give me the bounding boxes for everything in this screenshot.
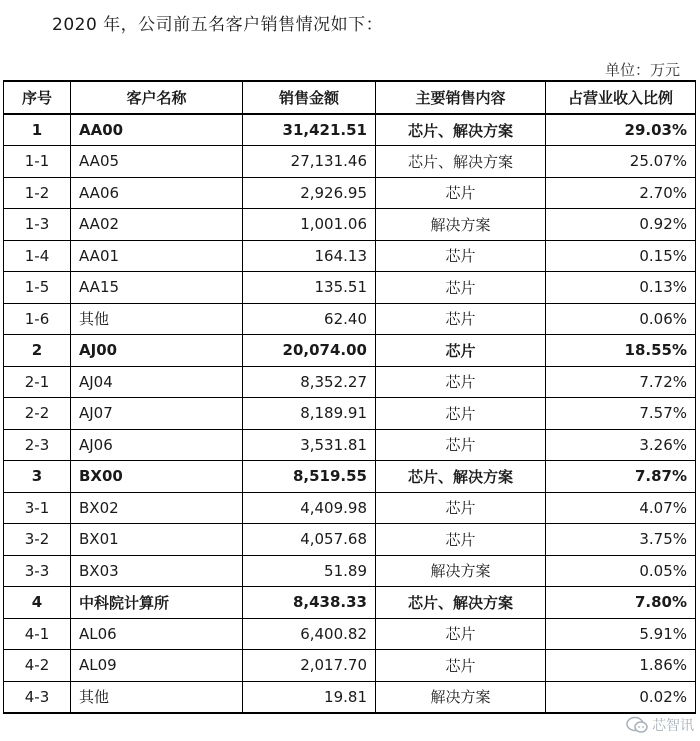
table-header-row [4, 81, 696, 114]
cell-revenue-ratio: 7.80% [546, 587, 696, 619]
cell-sales-content: 芯片、解决方案 [376, 587, 546, 619]
cell-revenue-ratio: 1.86% [546, 650, 696, 682]
table-body [4, 114, 696, 713]
cell-customer-name: AA06 [71, 177, 243, 209]
cell-sales-amount: 8,352.27 [243, 366, 376, 398]
cell-sales-content: 芯片 [376, 335, 546, 367]
cell-sales-amount: 31,421.51 [243, 114, 376, 146]
table-row [4, 177, 696, 209]
cell-no: 1-1 [4, 146, 71, 178]
cell-customer-name: AL06 [71, 618, 243, 650]
cell-sales-content: 芯片、解决方案 [376, 461, 546, 493]
cell-sales-amount: 1,001.06 [243, 209, 376, 241]
cell-sales-amount: 2,017.70 [243, 650, 376, 682]
cell-no: 3-1 [4, 492, 71, 524]
cell-sales-content: 解决方案 [376, 555, 546, 587]
cell-no: 1-4 [4, 240, 71, 272]
cell-no: 2-1 [4, 366, 71, 398]
table-row [4, 209, 696, 241]
cell-sales-content: 芯片、解决方案 [376, 146, 546, 178]
cell-sales-content: 芯片 [376, 366, 546, 398]
intro-heading: 2020 年，公司前五名客户销售情况如下： [52, 15, 384, 35]
cell-revenue-ratio: 3.75% [546, 524, 696, 556]
table-row [4, 650, 696, 682]
cell-revenue-ratio: 7.72% [546, 366, 696, 398]
cell-revenue-ratio: 29.03% [546, 114, 696, 146]
watermark [626, 715, 694, 735]
chat-bubble-icon [626, 716, 648, 734]
cell-revenue-ratio: 7.87% [546, 461, 696, 493]
cell-sales-amount: 6,400.82 [243, 618, 376, 650]
cell-revenue-ratio: 5.91% [546, 618, 696, 650]
cell-sales-amount: 8,189.91 [243, 398, 376, 430]
cell-sales-amount: 19.81 [243, 681, 376, 713]
cell-no: 3-2 [4, 524, 71, 556]
cell-sales-content: 芯片 [376, 492, 546, 524]
table-group-row [4, 114, 696, 146]
header-sales-amount: 销售金额 [243, 81, 376, 114]
cell-no: 4-1 [4, 618, 71, 650]
cell-no: 2 [4, 335, 71, 367]
cell-sales-amount: 135.51 [243, 272, 376, 304]
cell-revenue-ratio: 0.06% [546, 303, 696, 335]
table-row [4, 492, 696, 524]
table-row [4, 303, 696, 335]
cell-sales-amount: 4,057.68 [243, 524, 376, 556]
cell-sales-content: 芯片 [376, 303, 546, 335]
cell-customer-name: AA05 [71, 146, 243, 178]
header-customer-name: 客户名称 [71, 81, 243, 114]
cell-no: 2-2 [4, 398, 71, 430]
cell-sales-amount: 62.40 [243, 303, 376, 335]
cell-revenue-ratio: 0.13% [546, 272, 696, 304]
table-group-row [4, 461, 696, 493]
table-row [4, 272, 696, 304]
cell-sales-amount: 8,438.33 [243, 587, 376, 619]
cell-sales-amount: 3,531.81 [243, 429, 376, 461]
header-no: 序号 [4, 81, 71, 114]
cell-sales-content: 解决方案 [376, 681, 546, 713]
cell-customer-name: BX01 [71, 524, 243, 556]
table-row [4, 555, 696, 587]
cell-no: 1-5 [4, 272, 71, 304]
cell-sales-content: 芯片 [376, 524, 546, 556]
table-row [4, 366, 696, 398]
watermark-text: 芯智讯 [652, 718, 694, 734]
cell-sales-amount: 27,131.46 [243, 146, 376, 178]
cell-sales-content: 芯片 [376, 618, 546, 650]
table-group-row [4, 587, 696, 619]
cell-revenue-ratio: 0.02% [546, 681, 696, 713]
cell-sales-amount: 164.13 [243, 240, 376, 272]
cell-revenue-ratio: 0.92% [546, 209, 696, 241]
cell-sales-content: 芯片 [376, 177, 546, 209]
cell-revenue-ratio: 3.26% [546, 429, 696, 461]
cell-customer-name: 中科院计算所 [71, 587, 243, 619]
cell-revenue-ratio: 25.07% [546, 146, 696, 178]
cell-customer-name: AL09 [71, 650, 243, 682]
cell-no: 2-3 [4, 429, 71, 461]
table-row [4, 429, 696, 461]
cell-customer-name: 其他 [71, 303, 243, 335]
header-sales-content: 主要销售内容 [376, 81, 546, 114]
cell-sales-content: 芯片 [376, 240, 546, 272]
cell-no: 3 [4, 461, 71, 493]
cell-customer-name: AA01 [71, 240, 243, 272]
cell-revenue-ratio: 0.15% [546, 240, 696, 272]
cell-sales-content: 芯片 [376, 272, 546, 304]
cell-customer-name: AA15 [71, 272, 243, 304]
table-group-row [4, 335, 696, 367]
cell-no: 4-2 [4, 650, 71, 682]
cell-no: 4-3 [4, 681, 71, 713]
cell-sales-content: 芯片 [376, 429, 546, 461]
table-row [4, 146, 696, 178]
table-row [4, 618, 696, 650]
cell-no: 4 [4, 587, 71, 619]
table-row [4, 398, 696, 430]
cell-no: 1-3 [4, 209, 71, 241]
cell-revenue-ratio: 7.57% [546, 398, 696, 430]
table-row [4, 524, 696, 556]
cell-no: 3-3 [4, 555, 71, 587]
cell-sales-amount: 2,926.95 [243, 177, 376, 209]
cell-customer-name: AJ06 [71, 429, 243, 461]
table-row [4, 240, 696, 272]
cell-revenue-ratio: 4.07% [546, 492, 696, 524]
cell-revenue-ratio: 18.55% [546, 335, 696, 367]
cell-sales-content: 芯片、解决方案 [376, 114, 546, 146]
cell-customer-name: BX03 [71, 555, 243, 587]
cell-sales-content: 芯片 [376, 398, 546, 430]
header-revenue-ratio: 占营业收入比例 [546, 81, 696, 114]
cell-revenue-ratio: 0.05% [546, 555, 696, 587]
cell-revenue-ratio: 2.70% [546, 177, 696, 209]
cell-no: 1 [4, 114, 71, 146]
cell-no: 1-6 [4, 303, 71, 335]
cell-customer-name: BX00 [71, 461, 243, 493]
unit-label: 单位：万元 [604, 61, 680, 79]
cell-sales-amount: 51.89 [243, 555, 376, 587]
cell-sales-amount: 20,074.00 [243, 335, 376, 367]
cell-customer-name: 其他 [71, 681, 243, 713]
cell-sales-amount: 8,519.55 [243, 461, 376, 493]
cell-customer-name: AA02 [71, 209, 243, 241]
table-row [4, 681, 696, 713]
customer-sales-table [3, 80, 696, 714]
cell-sales-content: 解决方案 [376, 209, 546, 241]
cell-sales-content: 芯片 [376, 650, 546, 682]
cell-customer-name: AJ04 [71, 366, 243, 398]
cell-no: 1-2 [4, 177, 71, 209]
cell-customer-name: AA00 [71, 114, 243, 146]
cell-sales-amount: 4,409.98 [243, 492, 376, 524]
cell-customer-name: AJ07 [71, 398, 243, 430]
cell-customer-name: AJ00 [71, 335, 243, 367]
cell-customer-name: BX02 [71, 492, 243, 524]
